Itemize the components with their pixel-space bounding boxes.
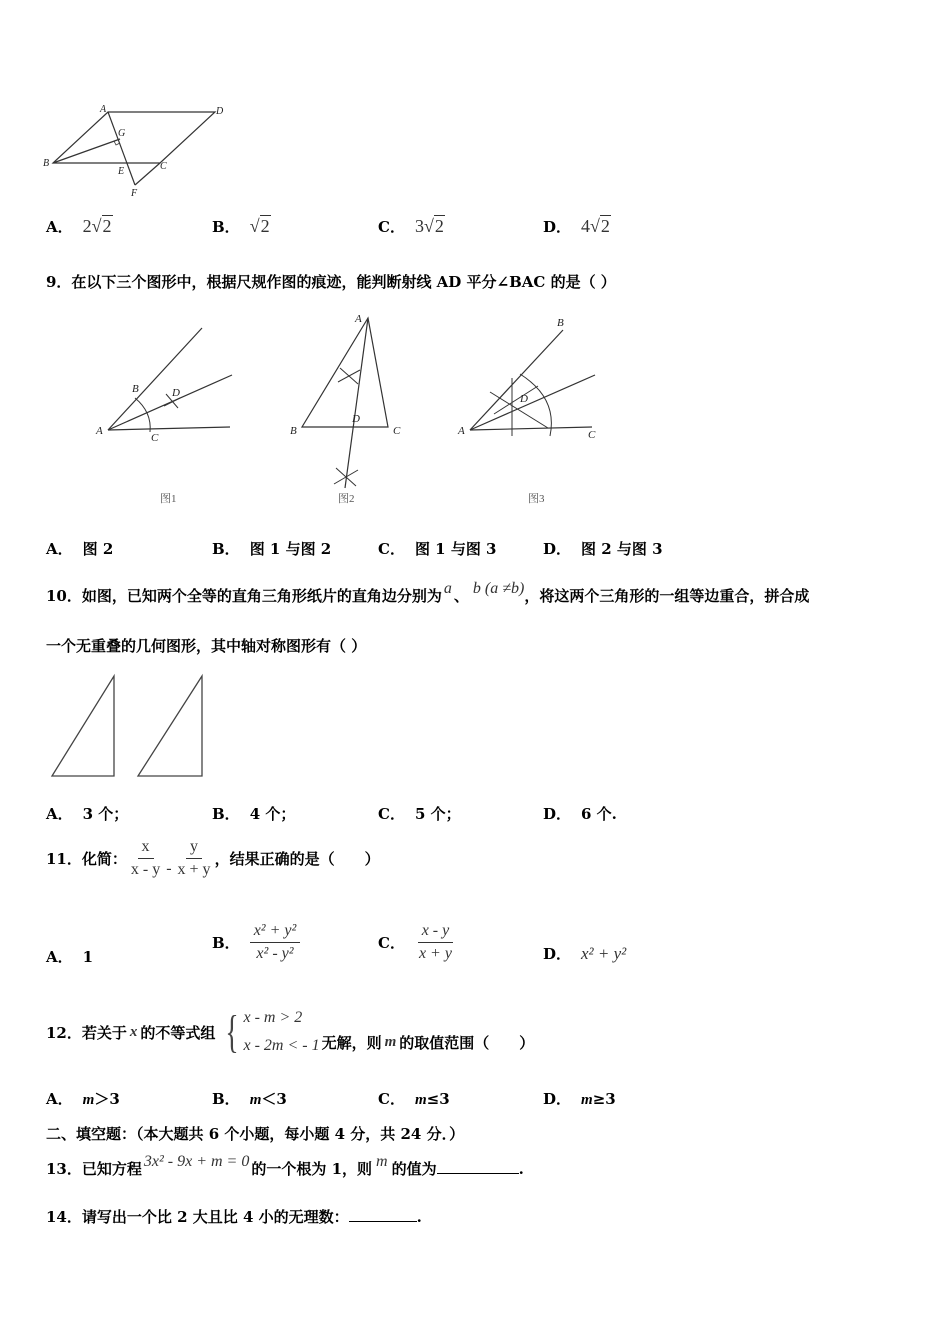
option-label: D． (543, 945, 572, 963)
label-e: E (118, 166, 125, 177)
section-2-heading: 二、填空题：（本大题共 6 个小题，每小题 4 分，共 24 分．） (46, 1125, 465, 1143)
option-label: B． (212, 1090, 240, 1108)
option-var: m (414, 1092, 427, 1108)
arc-mark (338, 370, 360, 382)
q14-question: 14．请写出一个比 2 大且比 4 小的无理数： (46, 1208, 349, 1226)
sqrt-coef: 3 (414, 216, 424, 236)
q9-text: 9．在以下三个图形中，根据尺规作图的痕迹，能判断射线 AD 平分∠BAC 的是（ ） (46, 273, 616, 291)
fig1-label-b: B (132, 383, 139, 395)
answer-blank[interactable] (437, 1173, 519, 1174)
label-c: C (160, 161, 167, 172)
q10-option-b[interactable] (212, 803, 295, 824)
left-brace-icon: { (225, 1006, 240, 1057)
q13-prefix: 13．已知方程 (46, 1160, 142, 1178)
q12-text (46, 1004, 534, 1060)
option-label: C． (378, 540, 405, 558)
inequality-2: x - 2m < - 1 (243, 1037, 320, 1054)
inequality-system (221, 1004, 319, 1060)
q10-text-line2: 一个无重叠的几何图形，其中轴对称图形有（ ） (46, 637, 367, 655)
q8-option-d[interactable]: D． 4√2 (543, 216, 610, 236)
option-text: 4 个； (249, 805, 296, 823)
q10-text-after: ，将这两个三角形的一组等边重合，拼合成 (524, 587, 810, 605)
option-text: 图 1 与图 2 (249, 540, 332, 558)
ray-ac (470, 427, 592, 430)
q12-tail: 的取值范围（ ） (399, 1033, 535, 1052)
option-label: A． (46, 948, 73, 966)
q9-figure-1 (108, 328, 232, 432)
q9-figures (80, 310, 620, 510)
fig2-caption: 图2 (338, 493, 355, 505)
fig3-label-d: D (520, 393, 528, 405)
ray-ab (108, 328, 202, 430)
q8-option-b[interactable]: B． √2 (212, 216, 270, 236)
q11-prefix: 11．化简： (46, 850, 127, 868)
q10-text (46, 580, 810, 606)
label-g: G (118, 128, 126, 139)
var-m: m (376, 1153, 388, 1170)
var-m: m (384, 1033, 397, 1050)
fig1-label-c: C (151, 432, 159, 444)
option-text: 5 个； (414, 805, 461, 823)
segment-ad (345, 318, 368, 488)
option-label: C． (378, 934, 405, 952)
label-b: B (43, 158, 50, 169)
segment-cf (135, 163, 160, 185)
equation: 3x² - 9x + m = 0 (143, 1153, 250, 1170)
minus-sign: - (166, 859, 172, 877)
fraction-x-over-x-minus-y: $\frac{x}{x - y}$ (130, 838, 161, 878)
q11-option-c[interactable] (378, 922, 456, 963)
option-var: m (581, 1092, 593, 1108)
q10-option-d[interactable] (543, 803, 617, 824)
option-label: B． (212, 218, 240, 236)
q8-option-c[interactable]: C． 3√2 (378, 216, 444, 236)
parallelogram-abcd (53, 112, 215, 163)
option-label: D． (543, 540, 572, 558)
option-text: 图 2 与图 3 (581, 540, 663, 558)
fig1-caption: 图1 (160, 493, 177, 505)
q9-option-d[interactable] (543, 538, 663, 559)
label-d: D (216, 106, 224, 117)
option-label: A． (46, 540, 73, 558)
ray-ac (108, 427, 230, 430)
option-label: C． (378, 1090, 405, 1108)
answer-blank[interactable] (349, 1221, 417, 1222)
q11-option-d[interactable] (543, 943, 626, 964)
q11-text (46, 838, 380, 879)
option-relation: ≤3 (426, 1090, 450, 1108)
q12-option-a[interactable] (46, 1088, 120, 1109)
fig2-label-a: A (355, 313, 362, 325)
option-var: m (82, 1092, 95, 1108)
sqrt-coef: 4 (581, 216, 591, 236)
var-b: b (472, 580, 481, 597)
q12-mid: 的不等式组 (140, 1023, 216, 1042)
option-label: D． (543, 218, 572, 236)
condition: (a ≠b) (484, 580, 525, 597)
fraction-y-over-x-plus-y: $\frac{y}{x + y}$ (177, 838, 211, 878)
option-label: C． (378, 805, 405, 823)
q10-triangles (48, 672, 218, 782)
q9-figure-2 (302, 318, 388, 488)
option-var: m (249, 1092, 262, 1108)
option-relation: ＜3 (261, 1090, 287, 1108)
q11-suffix: ，结果正确的是（ ） (214, 850, 380, 868)
q12-option-d[interactable] (543, 1088, 616, 1109)
option-label: D． (543, 805, 572, 823)
option-label: B． (212, 805, 240, 823)
q13-mid: 的一个根为 1，则 (251, 1160, 373, 1178)
var-a: a (443, 580, 452, 597)
option-label: D． (543, 1090, 572, 1108)
option-text: 6 个. (581, 805, 617, 823)
inequality-1: x - m > 2 (243, 1009, 303, 1026)
q14-text (46, 1206, 422, 1227)
fig3-label-a: A (458, 425, 465, 437)
option-label: B． (212, 540, 240, 558)
q9-figure-3 (470, 330, 595, 436)
option-text: 3 个； (82, 805, 129, 823)
label-a: A (100, 104, 107, 115)
q12-after: 无解，则 (321, 1033, 382, 1052)
segment-bg (53, 139, 120, 163)
option-text: 1 (82, 948, 94, 966)
option-label: A． (46, 805, 73, 823)
q8-option-a[interactable]: A． 2√2 (46, 216, 112, 236)
option-label: B． (212, 934, 240, 952)
q12-prefix: 12．若关于 (46, 1023, 127, 1042)
parallelogram-figure (40, 100, 240, 200)
q13-end: . (518, 1160, 524, 1178)
option-fraction: $\frac{x - y}{x + y}$ (418, 922, 452, 962)
label-f: F (131, 188, 138, 199)
option-relation: ≥3 (592, 1090, 616, 1108)
separator: 、 (453, 587, 469, 605)
q10-option-a[interactable] (46, 803, 128, 824)
option-expression: x² + y² (581, 944, 627, 963)
construction-line (490, 392, 548, 428)
fig2-label-c: C (393, 425, 401, 437)
q11-option-b[interactable] (212, 922, 300, 963)
fig2-label-b: B (290, 425, 297, 437)
fig1-label-a: A (96, 425, 103, 437)
right-triangle-1 (52, 676, 114, 776)
var-x: x (129, 1023, 138, 1040)
q9-option-a[interactable] (46, 538, 113, 559)
option-fraction: $\frac{\text{x² + y²}}{\text{x² - y²}}$ (250, 922, 301, 963)
sqrt-radicand: 2 (260, 216, 270, 236)
sqrt-coef: 2 (82, 216, 92, 236)
option-label: C． (378, 218, 405, 236)
q12-option-b[interactable] (212, 1088, 287, 1109)
option-text: 图 2 (82, 540, 114, 558)
ray-ab (470, 330, 563, 430)
option-label: A． (46, 1090, 73, 1108)
option-relation: ＞3 (94, 1090, 120, 1108)
q12-option-c[interactable] (378, 1088, 450, 1109)
q14-end: . (416, 1208, 422, 1226)
sqrt-radicand: 2 (102, 216, 112, 236)
fig3-caption: 图3 (528, 493, 545, 505)
q10-option-c[interactable] (378, 803, 461, 824)
fig3-label-c: C (588, 429, 596, 441)
option-text: 图 1 与图 3 (414, 540, 497, 558)
right-triangle-2 (138, 676, 202, 776)
q9-option-c[interactable] (378, 538, 497, 559)
q10-text-before: 10．如图，已知两个全等的直角三角形纸片的直角边分别为 (46, 587, 442, 605)
q11-option-a[interactable] (46, 946, 93, 967)
q9-option-b[interactable] (212, 538, 331, 559)
sqrt-radicand: 2 (434, 216, 444, 236)
arc-mark (164, 398, 180, 406)
option-label: A． (46, 218, 73, 236)
fig3-label-b: B (557, 317, 564, 329)
q13-text (46, 1153, 524, 1179)
fig2-label-d: D (352, 413, 360, 425)
q13-tail: 的值为 (391, 1160, 437, 1178)
fig1-label-d: D (172, 387, 180, 399)
sqrt-radicand: 2 (600, 216, 610, 236)
